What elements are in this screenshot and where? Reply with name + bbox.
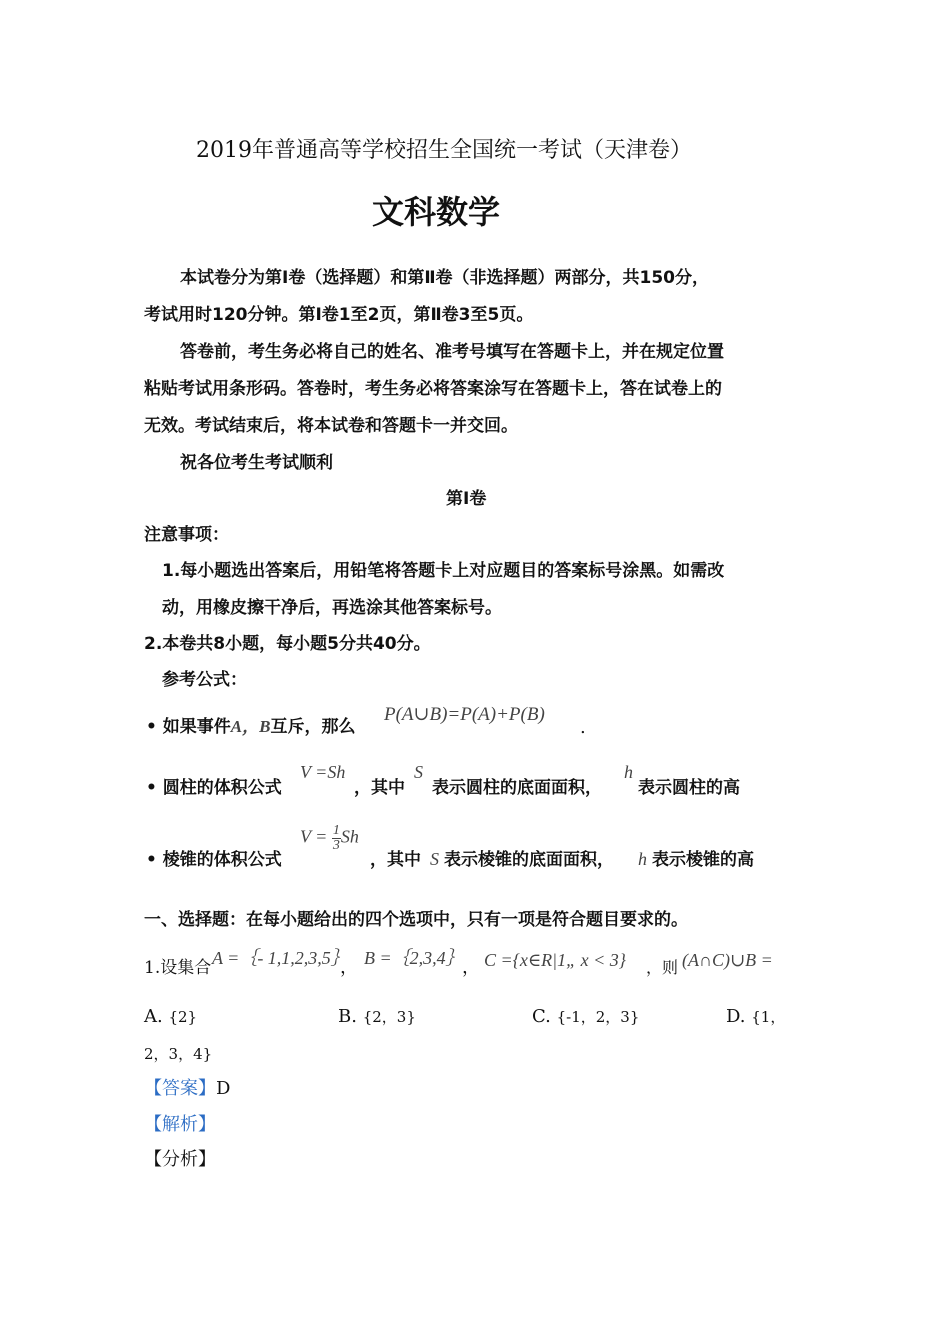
formula-2-var-h: h (624, 762, 633, 782)
fraction-numerator: 1 (332, 823, 340, 838)
option-d-value: {1， (751, 1008, 786, 1026)
notes-heading: 注意事项： (144, 525, 229, 545)
formula-3-var-s: S (430, 849, 439, 869)
formula-3-mid: ，其中 (370, 850, 421, 870)
note-1-line-2: 动，用橡皮擦干净后，再选涂其他答案标号。 (162, 598, 502, 618)
formula-3-text: 棱锥的体积公式 (162, 850, 282, 870)
option-a-value: {2} (168, 1008, 198, 1026)
formula-3-math (300, 824, 359, 853)
formula-1-math: P(A∪B)=P(A)+P(B) (384, 704, 545, 725)
option-c-value: {-1，2，3} (556, 1008, 640, 1026)
intro-paragraph-2-line-3: 无效。考试结束后，将本试卷和答题卡一并交回。 (144, 416, 518, 436)
formula-1-row (146, 715, 355, 739)
question-1-set-a: A =｛- 1,1,2,3,5｝ (212, 948, 349, 968)
formula-1-tail: . (580, 717, 586, 738)
note-2: 2.本卷共8小题，每小题5分共40分。 (144, 634, 431, 654)
formula-2-math: V =Sh (300, 762, 346, 782)
option-d-continued: 2，3，4} (144, 1045, 213, 1063)
formula-2-desc-2: 表示圆柱的高 (638, 778, 740, 798)
answer-row (144, 1077, 230, 1101)
option-d-label: D. (726, 1006, 746, 1027)
question-1-prefix: 1.设集合 (144, 958, 212, 978)
formula-3-row (146, 848, 282, 872)
formula-2-row (146, 776, 282, 800)
formula-3-desc-1: 表示棱锥的底面面积， (444, 850, 614, 870)
question-1-sep-1: ， (340, 957, 358, 978)
formula-heading: 参考公式： (162, 670, 247, 690)
formula-3-var-h: h (638, 849, 647, 869)
question-1-set-c: C ={x∈R|1„ x < 3} (484, 950, 626, 970)
formula-3-fraction (332, 824, 341, 853)
formula-1-text2: 互斥，那么 (270, 717, 356, 737)
section-title: 第Ⅰ卷 (446, 489, 487, 509)
fraction-denominator: 3 (332, 838, 340, 853)
formula-2-desc-1: 表示圆柱的底面面积， (432, 778, 602, 798)
intro-paragraph-2-line-1: 答卷前，考生务必将自己的姓名、准考号填写在答题卡上，并在规定位置 (180, 342, 724, 362)
question-1-expression: (A∩C)∪B = (682, 950, 773, 970)
analysis-tag: 【分析】 (144, 1149, 216, 1170)
exam-title: 2019年普通高等学校招生全国统一考试（天津卷） (196, 138, 692, 163)
formula-2-text: 圆柱的体积公式 (162, 778, 282, 798)
formula-2-var-s: S (414, 762, 423, 782)
intro-paragraph-1-line-1: 本试卷分为第Ⅰ卷（选择题）和第Ⅱ卷（非选择题）两部分，共150分， (180, 268, 710, 288)
option-b[interactable] (338, 1005, 416, 1029)
question-1-sep-2: ， (462, 957, 480, 978)
formula-1-vars: A，B (230, 717, 271, 736)
answer-tag: 【答案】 (144, 1078, 216, 1099)
intro-paragraph-1-line-2: 考试用时120分钟。第Ⅰ卷1至2页，第Ⅱ卷3至5页。 (144, 305, 534, 325)
option-c[interactable] (532, 1005, 639, 1029)
bullet-icon: • (146, 778, 157, 798)
option-c-label: C. (532, 1006, 551, 1027)
part-one-heading: 一、选择题：在每小题给出的四个选项中，只有一项是符合题目要求的。 (144, 910, 688, 930)
formula-3-math-left: V = (300, 826, 328, 847)
formula-3-desc-2: 表示棱锥的高 (652, 850, 754, 870)
option-a[interactable] (144, 1005, 197, 1029)
option-a-label: A. (144, 1006, 163, 1027)
intro-paragraph-2-line-2: 粘贴考试用条形码。答卷时，考生务必将答案涂写在答题卡上，答在试卷上的 (144, 379, 722, 399)
bullet-icon: • (146, 717, 157, 737)
question-1-set-b: B =｛2,3,4｝ (364, 948, 464, 968)
explanation-tag: 【解析】 (144, 1114, 216, 1135)
subject-title: 文科数学 (372, 193, 501, 231)
formula-1-text: 如果事件 (162, 717, 231, 737)
formula-2-mid: ，其中 (354, 778, 405, 798)
note-1-line-1: 1.每小题选出答案后，用铅笔将答题卡上对应题目的答案标号涂黑。如需改 (162, 561, 725, 581)
good-luck-line: 祝各位考生考试顺利 (180, 453, 333, 473)
bullet-icon: • (146, 850, 157, 870)
question-1-sep-3: ，则 (646, 958, 679, 977)
answer-value: D (216, 1078, 231, 1099)
option-b-value: {2，3} (362, 1008, 416, 1026)
option-d[interactable] (726, 1005, 785, 1029)
formula-3-math-right: Sh (340, 826, 359, 847)
option-b-label: B. (338, 1006, 357, 1027)
